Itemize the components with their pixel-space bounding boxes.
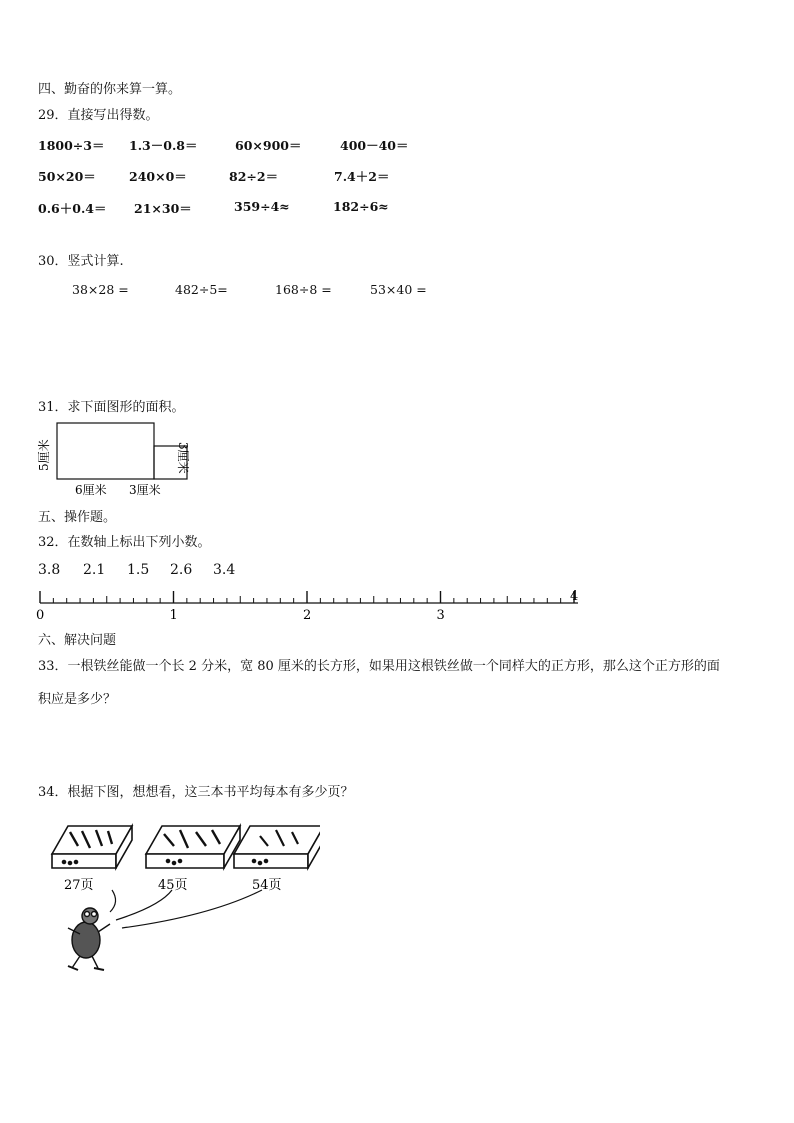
number-line-label: 2: [303, 608, 312, 623]
question-29-title: 29．直接写出得数。: [38, 108, 159, 123]
q29-expr: 0.6＋0.4＝: [38, 201, 107, 216]
decimal-to-mark: 1.5: [127, 562, 150, 578]
q29-expr: 82÷2＝: [229, 169, 279, 184]
small-width-label: 3厘米: [129, 483, 161, 497]
right-height-label: 3厘米: [176, 442, 190, 474]
area-figure: [30, 418, 200, 503]
q30-expr: 168÷8 =: [275, 282, 332, 297]
number-line-label: 1: [169, 608, 178, 623]
decimal-to-mark: 3.4: [213, 562, 236, 578]
question-31-title: 31．求下面图形的面积。: [38, 400, 185, 415]
number-line-label: 4: [570, 589, 579, 604]
pointer-line: [116, 890, 172, 920]
q29-expr: 182÷6≈: [333, 199, 389, 214]
q30-expr: 482÷5=: [175, 282, 228, 297]
number-line: [30, 588, 590, 624]
question-33-line1: 33．一根铁丝能做一个长 2 分米，宽 80 厘米的长方形，如果用这根铁丝做一个同样大的正方形，那么这个正方形的面: [38, 659, 720, 674]
book-1: [52, 826, 132, 868]
question-32-title: 32．在数轴上标出下列小数。: [38, 535, 211, 550]
q29-expr: 1800÷3＝: [38, 138, 105, 153]
q29-expr: 21×30＝: [134, 201, 192, 216]
q30-expr: 38×28 =: [72, 282, 129, 297]
q30-expr: 53×40 =: [370, 282, 427, 297]
q29-expr: 60×900＝: [235, 138, 302, 153]
left-height-label: 5厘米: [37, 439, 51, 471]
section-six-heading: 六、解决问题: [38, 633, 117, 648]
decimal-to-mark: 2.6: [170, 562, 193, 578]
section-four-heading: 四、勤奋的你来算一算。: [38, 82, 182, 97]
pointer-line: [110, 890, 116, 912]
q29-expr: 240×0＝: [129, 169, 187, 184]
book-3-pages: 54页: [252, 878, 282, 893]
large-rectangle: [57, 423, 154, 479]
q29-expr: 1.3－0.8＝: [129, 138, 198, 153]
book-2-pages: 45页: [158, 878, 188, 893]
book-2: [146, 826, 240, 868]
decimal-to-mark: 2.1: [83, 562, 106, 578]
q29-expr: 400－40＝: [340, 138, 409, 153]
book-3: [234, 826, 320, 868]
question-30-title: 30．竖式计算.: [38, 254, 124, 269]
books-illustration: [40, 816, 320, 986]
decimal-to-mark: 3.8: [38, 562, 61, 578]
q29-expr: 7.4＋2＝: [334, 169, 390, 184]
question-34-title: 34．根据下图，想想看，这三本书平均每本有多少页？: [38, 785, 354, 800]
number-line-label: 0: [36, 608, 45, 623]
big-width-label: 6厘米: [75, 483, 107, 497]
question-33-line2: 积应是多少？: [38, 692, 117, 707]
section-five-heading: 五、操作题。: [38, 510, 117, 525]
cartoon-character-icon: [68, 908, 110, 970]
q29-expr: 359÷4≈: [234, 199, 290, 214]
book-1-pages: 27页: [64, 878, 94, 893]
pointer-line: [122, 890, 262, 928]
number-line-label: 3: [436, 608, 445, 623]
q29-expr: 50×20＝: [38, 169, 96, 184]
